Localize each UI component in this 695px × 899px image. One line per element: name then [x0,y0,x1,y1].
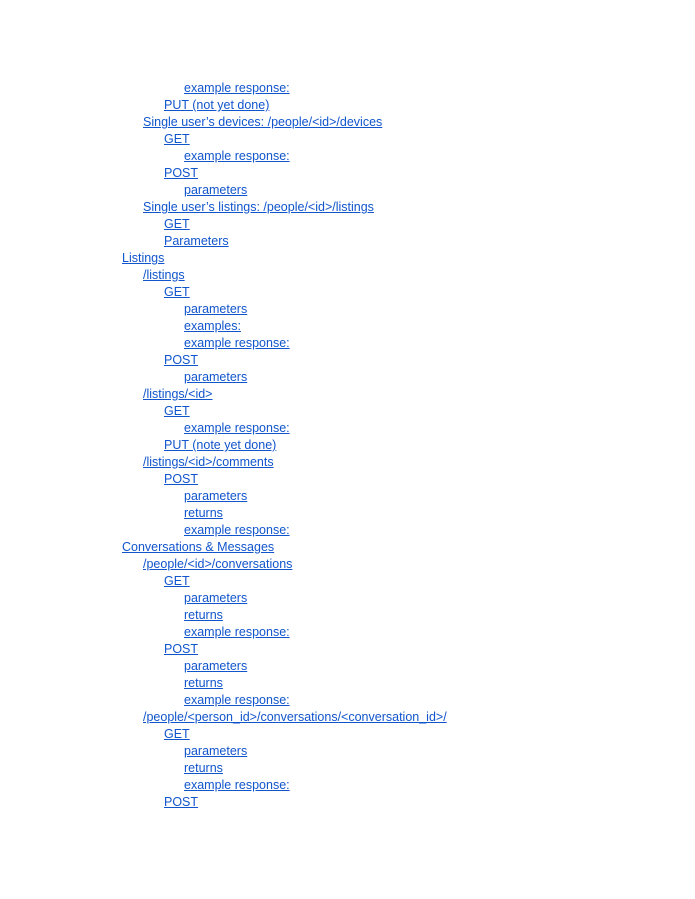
toc-link-level-3[interactable]: POST [164,353,199,367]
toc-link-level-4[interactable]: returns [184,506,223,520]
toc-link-level-3[interactable]: POST [164,795,199,809]
toc-link-level-2[interactable]: /people/<person_id>/conversations/<conversation_id>/ [143,710,447,724]
toc-link-level-1[interactable]: Conversations & Messages [122,540,275,554]
toc-link-level-3[interactable]: GET [164,217,190,231]
toc-link-level-3[interactable]: GET [164,727,190,741]
toc-link-level-3[interactable]: GET [164,574,190,588]
toc-link-level-2[interactable]: /people/<id>/conversations [143,557,293,571]
toc-link-level-4[interactable]: parameters [184,183,248,197]
toc-link-level-3[interactable]: PUT (note yet done) [164,438,277,452]
toc-link-level-4[interactable]: examples: [184,319,241,333]
toc-link-level-3[interactable]: GET [164,285,190,299]
toc-link-level-3[interactable]: POST [164,642,199,656]
toc-link-level-4[interactable]: parameters [184,744,248,758]
toc-link-level-4[interactable]: parameters [184,302,248,316]
toc-link-level-4[interactable]: example response: [184,625,290,639]
toc-link-level-3[interactable]: Parameters [164,234,229,248]
toc-link-level-4[interactable]: example response: [184,149,290,163]
toc-link-level-4[interactable]: example response: [184,523,290,537]
toc-link-level-4[interactable]: example response: [184,336,290,350]
toc-link-level-4[interactable]: parameters [184,591,248,605]
toc-link-level-2[interactable]: /listings [143,268,185,282]
toc-link-level-4[interactable]: example response: [184,421,290,435]
toc-link-level-4[interactable]: example response: [184,81,290,95]
toc-link-level-2[interactable]: Single user’s devices: /people/<id>/devices [143,115,383,129]
toc-link-level-3[interactable]: GET [164,404,190,418]
toc-link-level-4[interactable]: returns [184,608,223,622]
toc-link-level-4[interactable]: example response: [184,693,290,707]
toc-link-level-2[interactable]: Single user’s listings: /people/<id>/listings [143,200,374,214]
toc-link-level-2[interactable]: /listings/<id>/comments [143,455,274,469]
toc-link-level-3[interactable]: POST [164,472,199,486]
toc-link-level-4[interactable]: parameters [184,370,248,384]
table-of-contents [0,80,695,811]
toc-link-level-1[interactable]: Listings [122,251,165,265]
toc-link-level-4[interactable]: parameters [184,659,248,673]
toc-link-level-4[interactable]: example response: [184,778,290,792]
toc-link-level-3[interactable]: PUT (not yet done) [164,98,270,112]
toc-link-level-4[interactable]: parameters [184,489,248,503]
toc-link-level-4[interactable]: returns [184,761,223,775]
toc-link-level-2[interactable]: /listings/<id> [143,387,213,401]
toc-link-level-4[interactable]: returns [184,676,223,690]
toc-link-level-3[interactable]: POST [164,166,199,180]
toc-link-level-3[interactable]: GET [164,132,190,146]
